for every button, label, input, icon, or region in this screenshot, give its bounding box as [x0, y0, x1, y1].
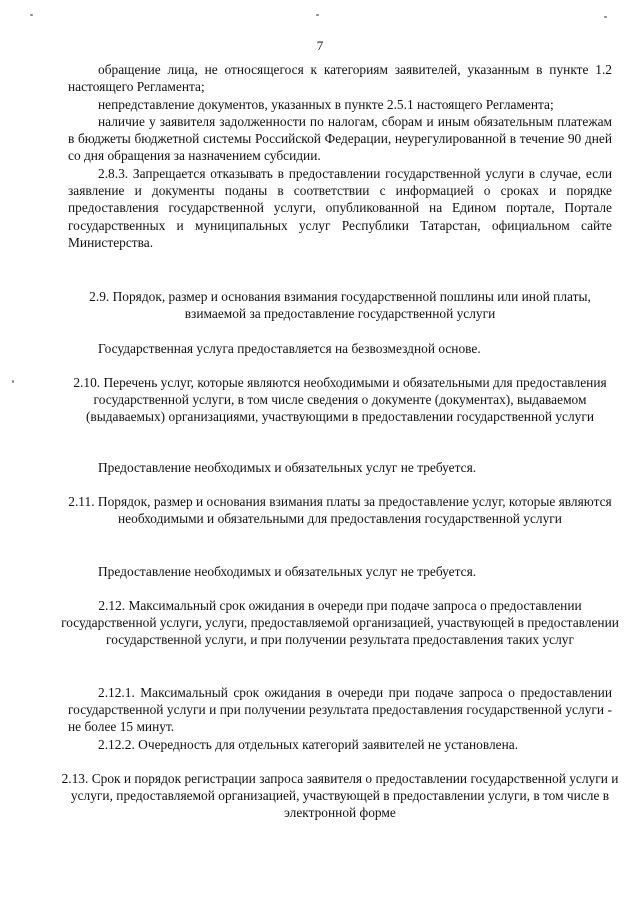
scan-speck [12, 380, 14, 383]
section-2-10-heading: 2.10. Перечень услуг, которые являются необходимыми и обязательными для предоставления государственной услуги, в том числе сведения о документе (документах), выдаваемом (выдаваемых) организациями, участвующими в предоставлении государственной услуги [73, 375, 607, 425]
section-2-11-text: Предоставление необходимых и обязательных услуг не требуется. [98, 564, 477, 579]
page-number: 7 [316, 38, 324, 53]
section-2-10-text: Предоставление необходимых и обязательных услуг не требуется. [98, 460, 477, 475]
scan-speck [30, 14, 33, 16]
paragraph-missing-docs: непредставление документов, указанных в пункте 2.5.1 настоящего Регламента; [98, 97, 554, 112]
section-2-13-heading: 2.13. Срок и порядок регистрации запроса заявителя о предоставлении государственной услуги и услуги, предоставляемой организацией, участвующей в предоставлении услуги, в том числе в электронной форме [61, 771, 619, 821]
scan-speck [604, 16, 607, 18]
section-2-12-1: 2.12.1. Максимальный срок ожидания в очереди при подаче запроса о предоставлении государственной услуги и при получении результата предоставления государственной услуги - не более 15 минут. [68, 685, 612, 735]
section-2-12-heading: 2.12. Максимальный срок ожидания в очереди при подаче запроса о предоставлении государственной услуги, услуги, предоставляемой организацией, участвующей в предоставлении государственной услуги, и при получении результата предоставления таких услуг [61, 598, 619, 648]
section-2-12-2: 2.12.2. Очередность для отдельных категорий заявителей не установлена. [98, 737, 519, 752]
section-2-11-heading: 2.11. Порядок, размер и основания взимания платы за предоставление услуг, которые являются необходимыми и обязательными для предоставления государственной услуги [68, 494, 612, 527]
paragraph-2-8-3: 2.8.3. Запрещается отказывать в предоставлении государственной услуги в случае, если заявление и документы поданы в соответствии с информацией о сроках и порядке предоставления государственной услуги, опубликованной на Едином портале, Портале государственных и муниципальных услуг Республики Татарстан, официальном сайте Министерства. [68, 166, 612, 250]
paragraph-tax-debt: наличие у заявителя задолженности по налогам, сборам и иным обязательным платежам в бюджеты бюджетной системы Российской Федерации, неурегулированной в течение 90 дней со дня обращения за назначением субсидии. [68, 114, 612, 164]
paragraph-exclusion: обращение лица, не относящегося к категориям заявителей, указанным в пункте 1.2 настоящего Регламента; [68, 62, 612, 95]
section-2-9-text: Государственная услуга предоставляется на безвозмездной основе. [98, 341, 481, 356]
section-2-9-heading: 2.9. Порядок, размер и основания взимания государственной пошлины или иной платы, взимаемой за предоставление государственной услуги [89, 289, 591, 322]
scan-speck [316, 14, 319, 16]
